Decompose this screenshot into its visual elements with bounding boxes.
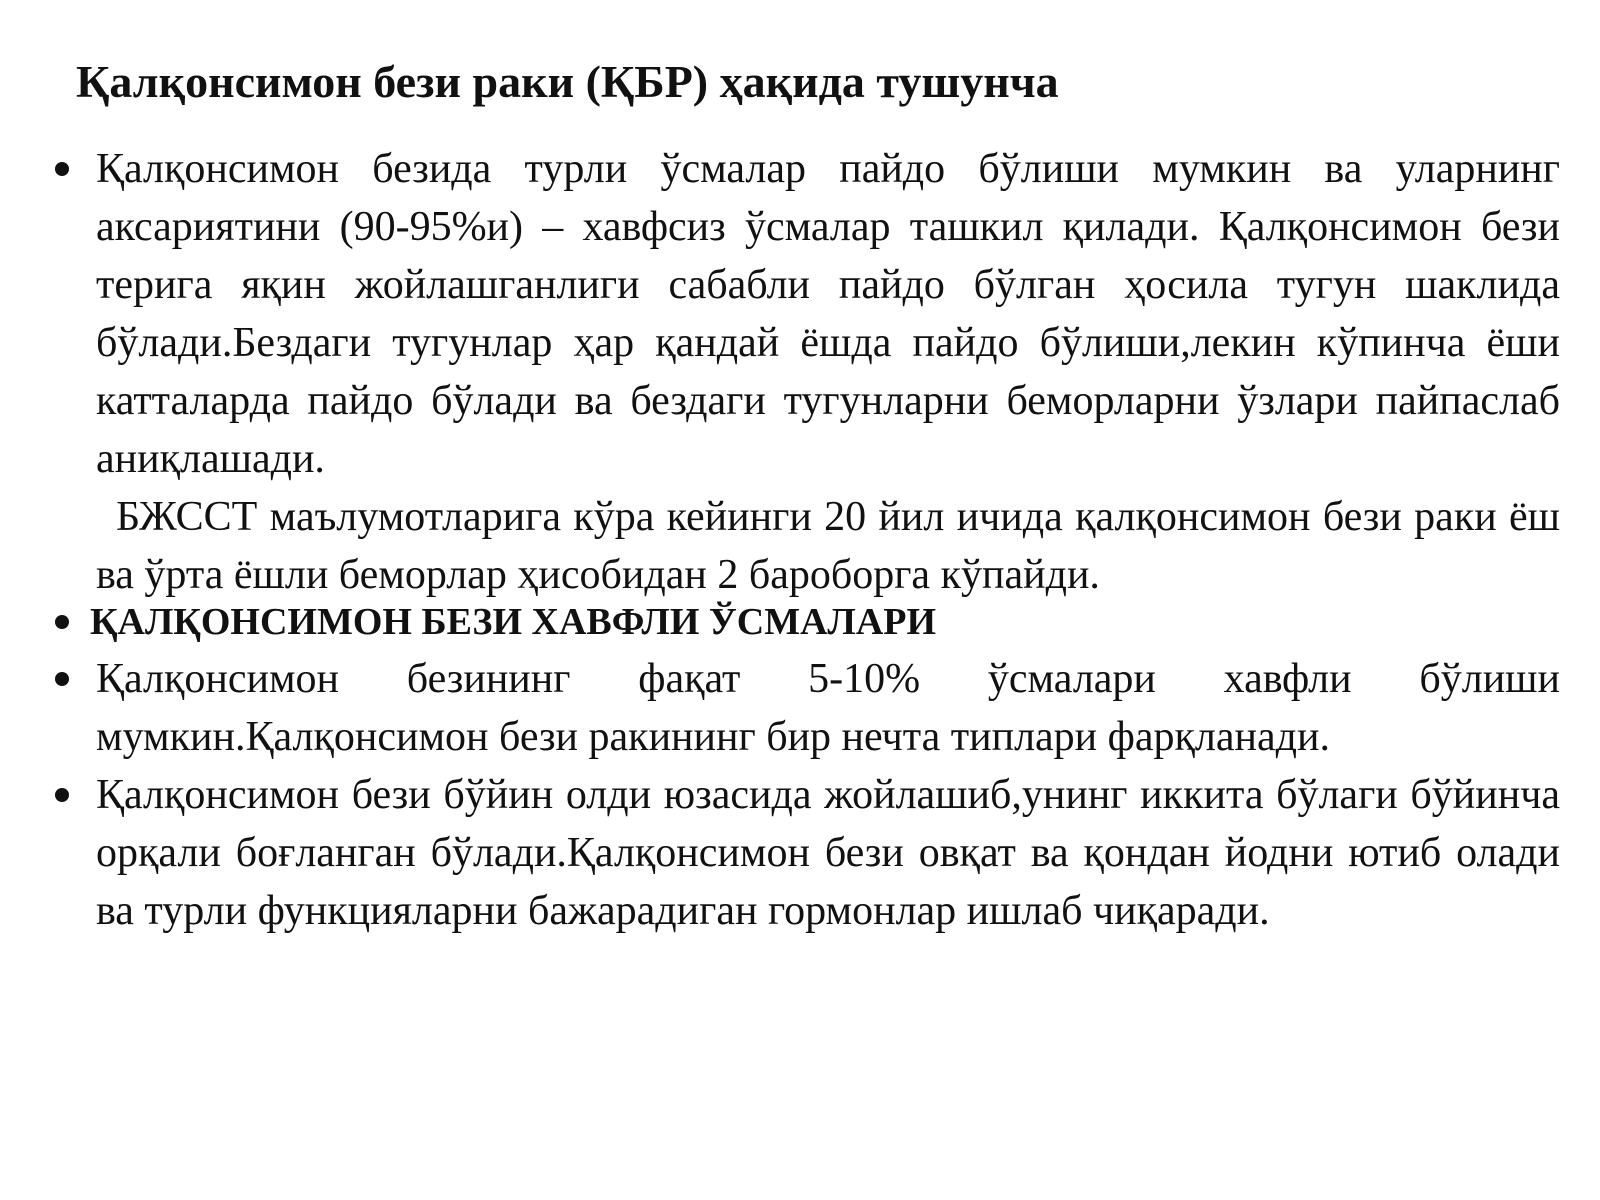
paragraph-text: Қалқонсимон безида турли ўсмалар пайдо бўлиши мумкин ва уларнинг аксариятини (90-95%и) – хавфсиз ўсмалар ташкил қилади. Қалқонсимон бези терига яқин жойлашганлиги сабабли пайдо бўлган ҳосила тугун шаклида бўлади.Бездаги тугунлар ҳар қандай ёшда пайдо бўлиши,лекин кўпинча ёши катталарда пайдо бўлади ва бездаги тугунларни беморларни ўзлари пайпаслаб аниқлашади. (96, 146, 1560, 482)
slide-title: Қалқонсимон бези раки (ҚБР) ҳақида тушунча (76, 56, 1059, 107)
paragraph-text: БЖССТ маълумотларига кўра кейинги 20 йил ичида қалқонсимон бези раки ёш ва ўрта ёшли беморлар ҳисобидан 2 бароборга кўпайди. (96, 494, 1560, 598)
bullet-dot-icon (55, 788, 69, 802)
bullet-dot-icon (55, 162, 69, 176)
section-heading-text: ҚАЛҚОНСИМОН БЕЗИ ХАВФЛИ ЎСМАЛАРИ (90, 601, 937, 643)
list-item (55, 650, 1560, 766)
paragraph-text: Қалқонсимон безининг фақат 5-10% ўсмалари хавфли бўлиши мумкин.Қалқонсимон бези ракининг бир нечта типлари фарқланади. (96, 656, 1560, 760)
list-item (55, 140, 1560, 604)
list-item (55, 766, 1560, 940)
bullet-dot-icon (55, 672, 69, 686)
bullet-list (55, 140, 1560, 940)
section-heading (55, 598, 1560, 646)
paragraph-text: Қалқонсимон бези бўйин олди юзасида жойлашиб,унинг иккита бўлаги бўйинча орқали боғланган бўлади.Қалқонсимон бези овқат ва қондан йодни ютиб олади ва турли функцияларни бажарадиган гормонлар ишлаб чиқаради. (96, 772, 1560, 934)
bullet-dot-icon (55, 615, 69, 629)
